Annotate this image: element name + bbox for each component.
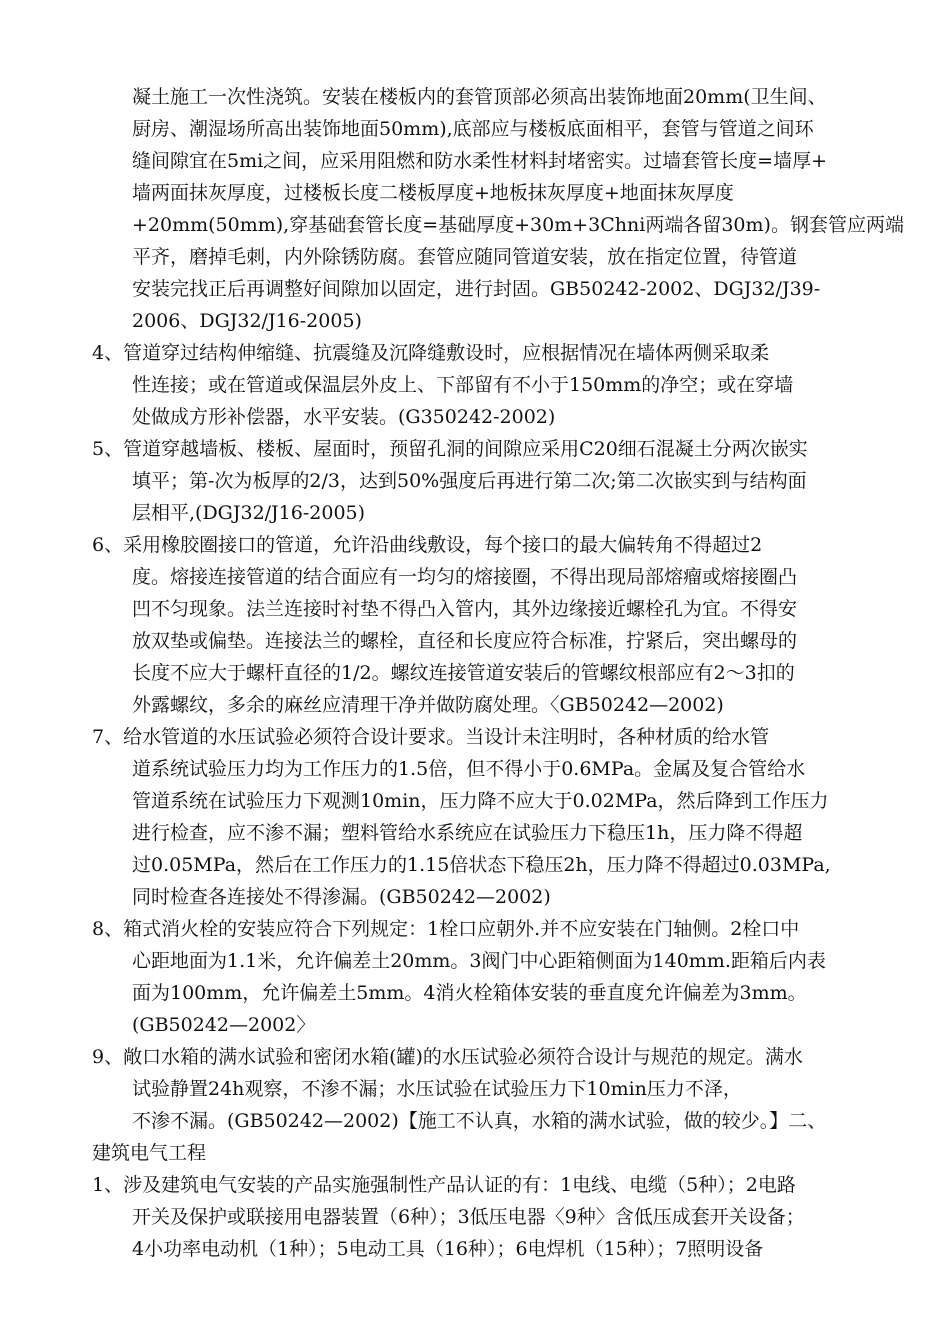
- text-line: 不渗不漏。(GB50242—2002)【施工不认真，水箱的满水试验，做的较少。】二、: [132, 1110, 827, 1132]
- list-item-8: 8、箱式消火栓的安装应符合下列规定：1栓口应朝外.并不应安装在门轴侧。2栓口中: [92, 918, 800, 940]
- text-line: 凹不匀现象。法兰连接时衬垫不得凸入管内，其外边缘接近螺栓孔为宜。不得安: [132, 598, 798, 620]
- text-line: 进行检查，应不渗不漏；塑料管给水系统应在试验压力下稳压1h，压力降不得超: [132, 822, 803, 844]
- text-line: 凝土施工一次性浇筑。安装在楼板内的套管顶部必须高出装饰地面20mm(卫生间、: [132, 86, 827, 108]
- text-line: 放双垫或偏垫。连接法兰的螺栓，直径和长度应符合标准，拧紧后，突出螺母的: [132, 630, 798, 652]
- text-line: 外露螺纹，多余的麻丝应清理干净并做防腐处理。〈GB50242—2002): [132, 694, 724, 716]
- text-line: 试验静置24h观察，不渗不漏；水压试验在试验压力下10min压力不泽，: [132, 1078, 742, 1100]
- list-item-1: 1、涉及建筑电气安装的产品实施强制性产品认证的有：1电线、电缆（5种）；2电路: [92, 1174, 796, 1196]
- text-line: 墙两面抹灰厚度，过楼板长度二楼板厚度+地板抹灰厚度+地面抹灰厚度: [132, 182, 734, 204]
- text-line: 度。熔接连接管道的结合面应有一均匀的熔接圈，不得出现局部熔瘤或熔接圈凸: [132, 566, 798, 588]
- text-line: 性连接；或在管道或保温层外皮上、下部留有不小于150mm的净空；或在穿墙: [132, 374, 794, 396]
- list-item-4: 4、管道穿过结构伸缩缝、抗震缝及沉降缝敷设时，应根据情况在墙体两侧采取柔: [92, 342, 770, 364]
- text-line: 平齐，磨掉毛刺，内外除锈防腐。套管应随同管道安装，放在指定位置，待管道: [132, 246, 798, 268]
- text-line: 层相平,(DGJ32/J16-2005): [132, 502, 366, 524]
- text-line: 2006、DGJ32/J16-2005): [132, 310, 362, 332]
- list-item-7: 7、给水管道的水压试验必须符合设计要求。当设计未注明时，各种材质的给水管: [92, 726, 770, 748]
- text-line: (GB50242—2002〉: [132, 1014, 316, 1036]
- text-line: 长度不应大于螺杆直径的1/2。螺纹连接管道安装后的管螺纹根部应有2〜3扣的: [132, 662, 795, 684]
- text-line: 道系统试验压力均为工作压力的1.5倍，但不得小于0.6MPa。金属及复合管给水: [132, 758, 806, 780]
- text-line: 管道系统在试验压力下观测10min，压力降不应大于0.02MPa，然后降到工作压力: [132, 790, 829, 812]
- text-line: 同时检查各连接处不得渗漏。(GB50242—2002): [132, 886, 551, 908]
- text-line: 开关及保护或联接用电器装置（6种）；3低压电器〈9种〉含低压成套开关设备；: [132, 1206, 805, 1228]
- text-line: 过0.05MPa，然后在工作压力的1.15倍状态下稳压2h，压力降不得超过0.03MPa,: [132, 854, 831, 876]
- text-line: 面为100mm，允许偏差土5mm。4消火栓箱体安装的垂直度允许偏差为3mm。: [132, 982, 807, 1004]
- list-item-9: 9、敞口水箱的满水试验和密闭水箱(罐)的水压试验必须符合设计与规范的规定。满水: [92, 1046, 803, 1068]
- text-line: 安装完找正后再调整好间隙加以固定，进行封固。GB50242-2002、DGJ32/J39-: [132, 278, 821, 300]
- text-line: 4小功率电动机（1种）；5电动工具（16种）；6电焊机（15种）；7照明设备: [132, 1238, 764, 1260]
- section-heading: 建筑电气工程: [92, 1142, 207, 1164]
- text-line: 填平；第-次为板厚的2/3，达到50%强度后再进行第二次;第二次嵌实到与结构面: [132, 470, 807, 492]
- text-line: +20mm(50mm),穿基础套管长度=基础厚度+30m+3Chni两端各留30m)。钢套管应两端: [132, 214, 904, 236]
- text-line: 处做成方形补偿器，水平安装。(G350242-2002): [132, 406, 556, 428]
- text-line: 厨房、潮湿场所高出装饰地面50mm),底部应与楼板底面相平，套管与管道之间环: [132, 118, 814, 140]
- text-line: 缝间隙宜在5mi之间，应采用阻燃和防水柔性材料封堵密实。过墙套管长度=墙厚+: [132, 150, 828, 172]
- list-item-5: 5、管道穿越墙板、楼板、屋面时，预留孔洞的间隙应采用C20细石混凝土分两次嵌实: [92, 438, 808, 460]
- text-line: 心距地面为1.1米，允许偏差土20mm。3阀门中心距箱侧面为140mm.距箱后内表: [132, 950, 826, 972]
- list-item-6: 6、采用橡胶圈接口的管道，允许沿曲线敷设，每个接口的最大偏转角不得超过2: [92, 534, 763, 556]
